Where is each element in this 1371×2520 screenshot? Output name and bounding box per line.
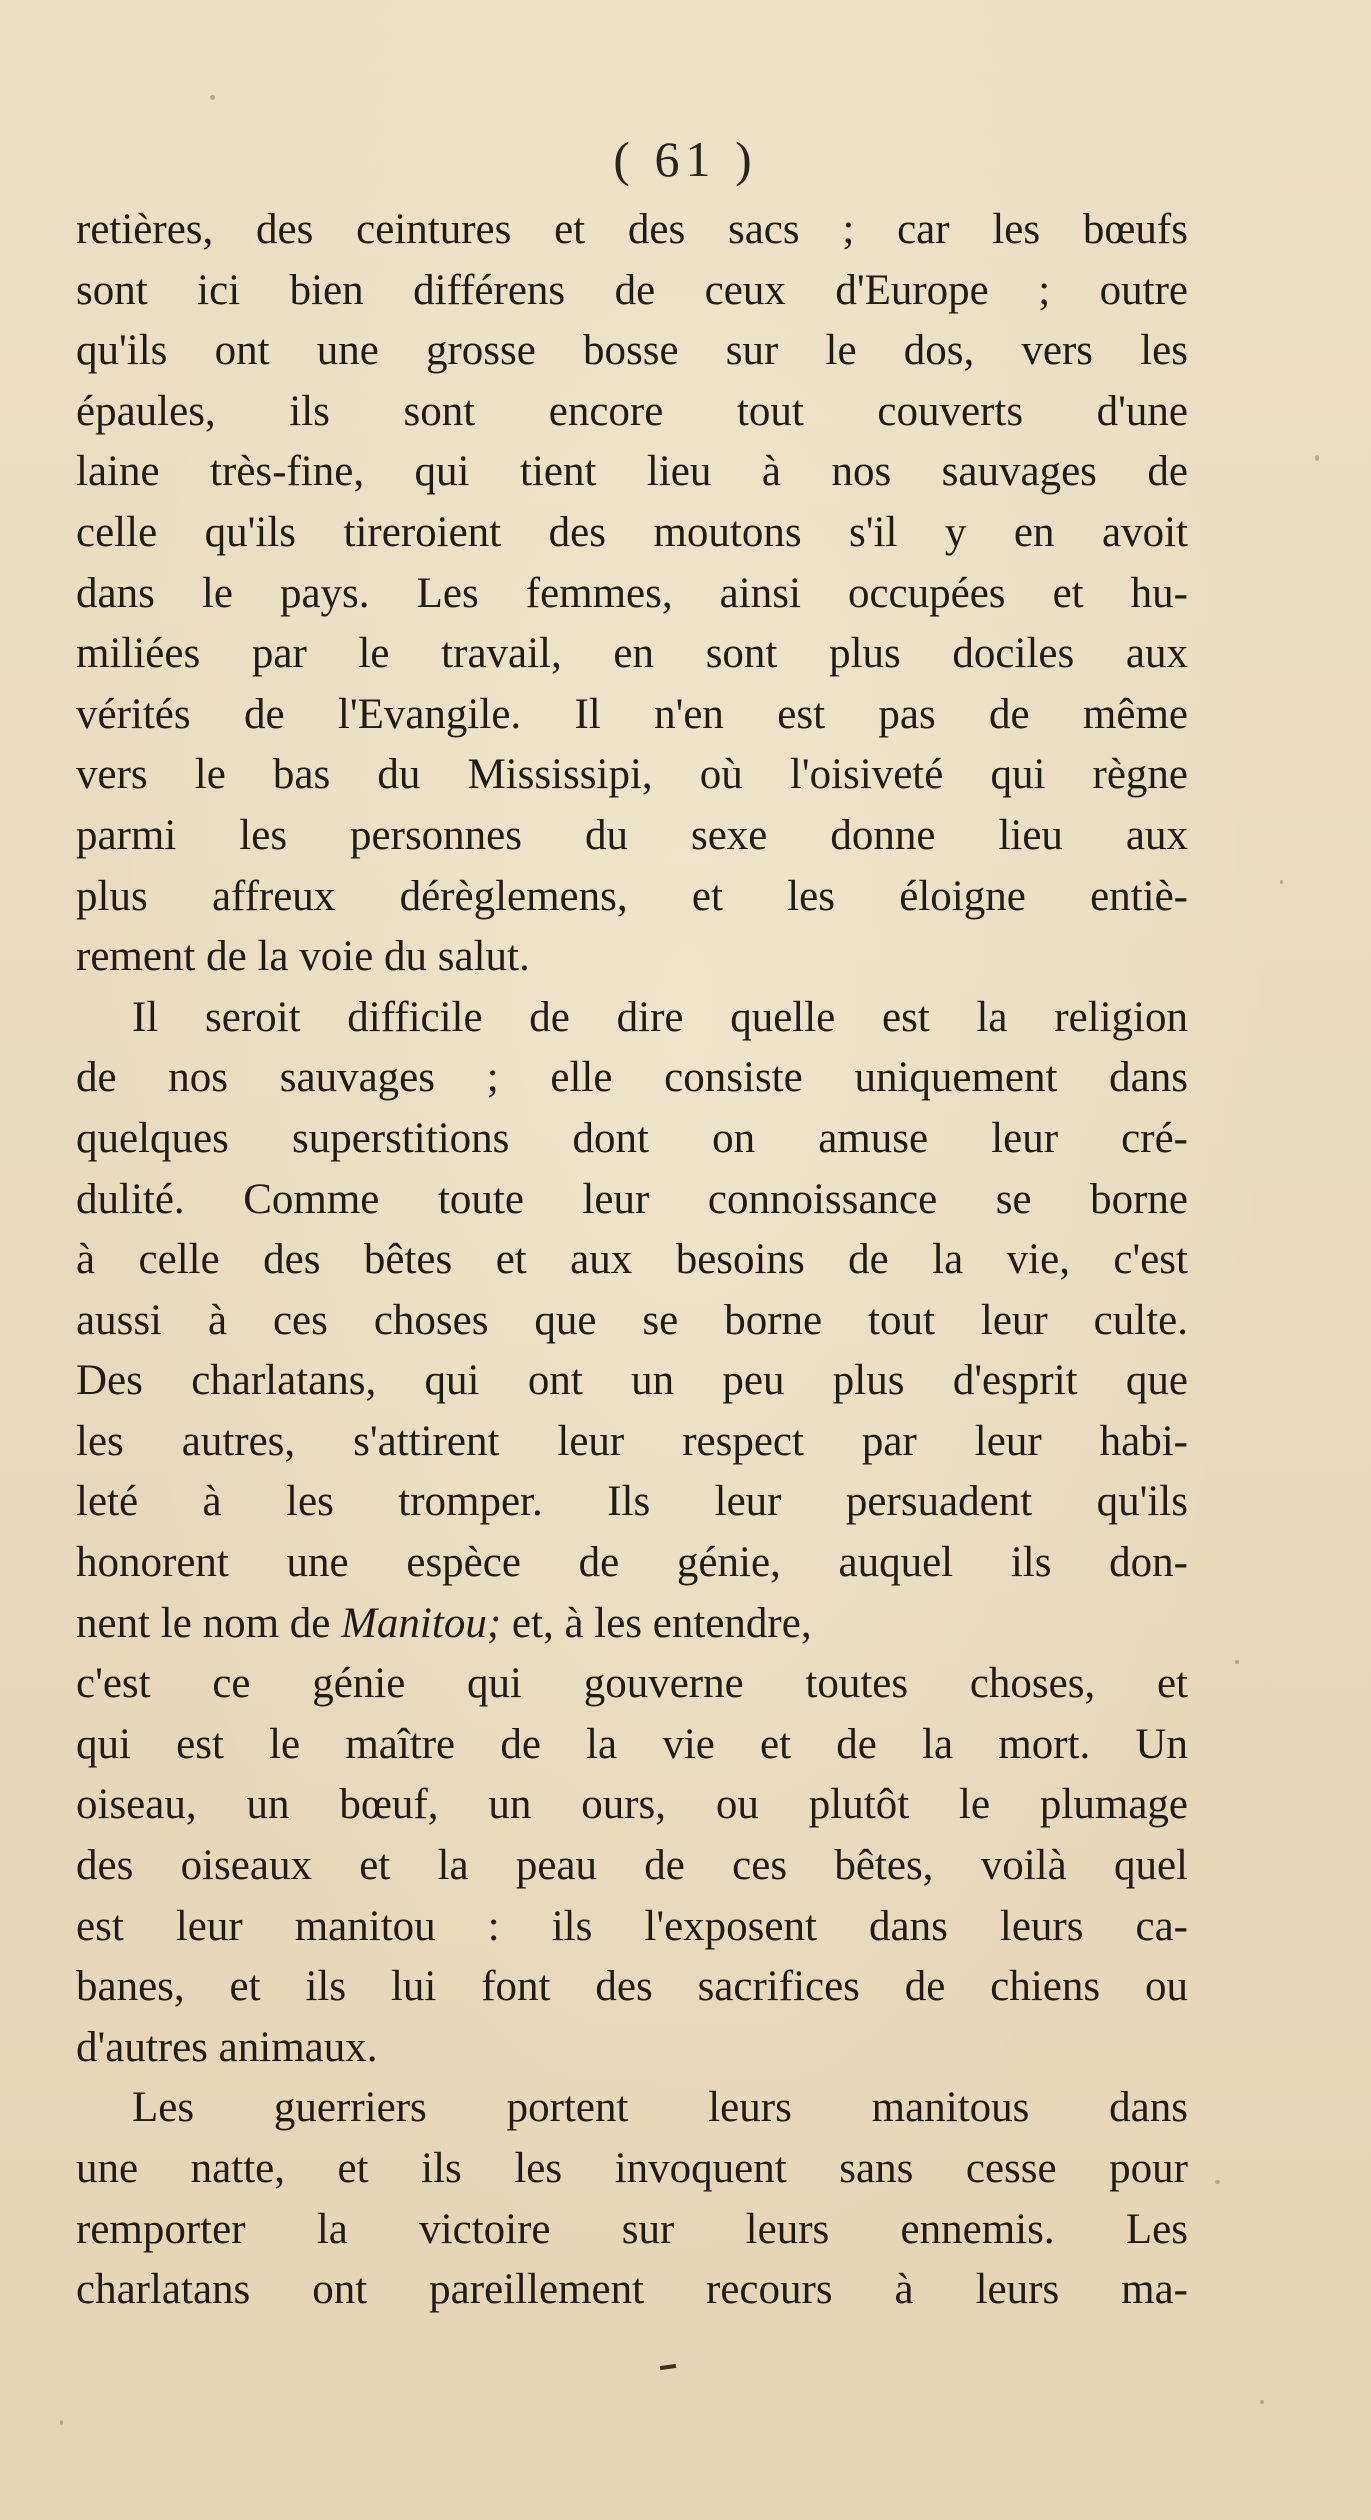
italic-term-manitou: Manitou; bbox=[341, 1599, 502, 1647]
paper-speck bbox=[210, 95, 215, 100]
paragraph-start-line: Les guerriers portent leurs manitous dans bbox=[132, 2084, 1188, 2132]
text-line: quelques superstitions dont on amuse leur cré- bbox=[76, 1114, 1188, 1162]
paper-speck bbox=[1280, 880, 1283, 884]
paragraph-start-line: Il seroit difficile de dire quelle est la religion bbox=[132, 993, 1188, 1041]
text-line: des oiseaux et la peau de ces bêtes, voilà quel bbox=[76, 1842, 1188, 1890]
text-line: à celle des bêtes et aux besoins de la vie, c'est bbox=[76, 1236, 1188, 1284]
page-number-header: ( 61 ) bbox=[613, 131, 758, 187]
text-line: les autres, s'attirent leur respect par leur habi- bbox=[76, 1417, 1188, 1465]
ink-mark bbox=[660, 2364, 676, 2370]
text-line: vers le bas du Mississipi, où l'oisiveté qui règne bbox=[76, 751, 1188, 799]
paper-speck bbox=[60, 2420, 63, 2425]
text-line: vérités de l'Evangile. Il n'en est pas de même bbox=[76, 690, 1188, 738]
text-line-with-italic bbox=[76, 1594, 1188, 1655]
text-line: Des charlatans, qui ont un peu plus d'esprit que bbox=[76, 1357, 1188, 1405]
paragraph-end-line: rement de la voie du salut. bbox=[76, 933, 530, 981]
text-line: une natte, et ils les invoquent sans cesse pour bbox=[76, 2145, 1188, 2192]
text-line: sont ici bien différens de ceux d'Europe ; outre bbox=[76, 266, 1188, 314]
text-line: leté à les tromper. Ils leur persuadent qu'ils bbox=[76, 1478, 1188, 1526]
text-line: banes, et ils lui font des sacrifices de chiens ou bbox=[76, 1963, 1188, 2011]
paper-speck bbox=[1260, 2400, 1264, 2404]
text-line: honorent une espèce de génie, auquel ils don- bbox=[76, 1539, 1188, 1587]
text-line: aussi à ces choses que se borne tout leur culte. bbox=[76, 1296, 1188, 1344]
text-line: de nos sauvages ; elle consiste uniquement dans bbox=[76, 1054, 1188, 1102]
text-line: dans le pays. Les femmes, ainsi occupées et hu- bbox=[76, 569, 1188, 617]
text-line: parmi les personnes du sexe donne lieu aux bbox=[76, 811, 1188, 859]
text-line: qui est le maître de la vie et de la mort. Un bbox=[76, 1720, 1188, 1768]
paper-speck bbox=[1235, 1660, 1239, 1664]
text-line: dulité. Comme toute leur connoissance se borne bbox=[76, 1175, 1188, 1223]
text-line: celle qu'ils tireroient des moutons s'il y en avoit bbox=[76, 508, 1188, 556]
text-line: est leur manitou : ils l'exposent dans leurs ca- bbox=[76, 1902, 1188, 1950]
text-line: épaules, ils sont encore tout couverts d'une bbox=[76, 387, 1188, 435]
body-text bbox=[76, 200, 1188, 2321]
text-line: c'est ce génie qui gouverne toutes choses, et bbox=[76, 1660, 1188, 1708]
text-segment: et, à les entendre, bbox=[501, 1599, 812, 1647]
text-line: charlatans ont pareillement recours à leurs ma- bbox=[76, 2266, 1188, 2314]
text-line: plus affreux dérèglemens, et les éloigne entiè- bbox=[76, 872, 1188, 920]
text-line: oiseau, un bœuf, un ours, ou plutôt le plumage bbox=[76, 1781, 1188, 1829]
paper-speck bbox=[1315, 455, 1319, 461]
paper-speck bbox=[1215, 2180, 1220, 2184]
text-line: remporter la victoire sur leurs ennemis. Les bbox=[76, 2205, 1188, 2253]
text-line: miliées par le travail, en sont plus dociles aux bbox=[76, 630, 1188, 678]
text-segment: nent le nom de bbox=[76, 1599, 342, 1647]
text-line: qu'ils ont une grosse bosse sur le dos, vers les bbox=[76, 327, 1188, 375]
text-line: laine très-fine, qui tient lieu à nos sauvages de bbox=[76, 448, 1188, 496]
text-line: retières, des ceintures et des sacs ; car les bœufs bbox=[76, 206, 1188, 253]
paragraph-end-line: d'autres animaux. bbox=[76, 2023, 378, 2071]
